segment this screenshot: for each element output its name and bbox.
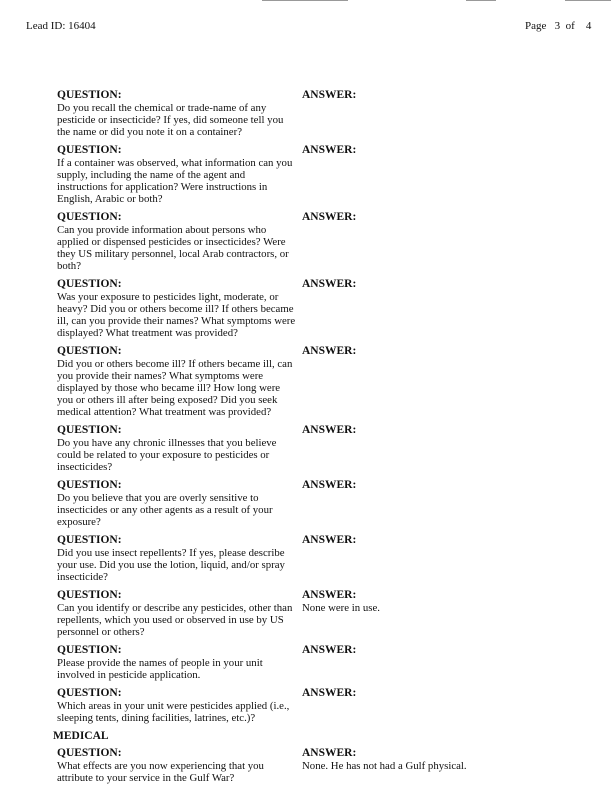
question-block — [57, 344, 297, 418]
question-label: QUESTION: — [57, 424, 122, 436]
question-text: Please provide the names of people in your unit involved in pesticide application. — [57, 657, 263, 681]
question-block — [57, 88, 297, 138]
question-text: Did you use insect repellents? If yes, please describe your use. Did you use the lotion, liquid, and/or spray insecticide? — [57, 547, 285, 583]
answer-block — [302, 88, 582, 138]
qa-item — [57, 588, 597, 638]
answer-label: ANSWER: — [302, 589, 357, 601]
question-label: QUESTION: — [57, 534, 122, 546]
answer-block — [302, 533, 582, 583]
lead-id: Lead ID: 16404 — [26, 20, 96, 32]
question-text: Can you identify or describe any pesticides, other than repellents, which you used or observed in use by US personnel or others? — [57, 602, 293, 638]
question-text: If a container was observed, what information can you supply, including the name of the agent and instructions for application? Were instructions in English, Arabic or both? — [57, 157, 293, 205]
answer-block — [302, 423, 582, 473]
answer-block — [302, 210, 582, 272]
question-text: Was your exposure to pesticides light, moderate, or heavy? Did you or others become ill? If others became ill, can you provide their names? What symptoms were displayed? What treatment was provided? — [57, 291, 296, 339]
question-text: Can you provide information about persons who applied or dispensed pesticides or insecticides? Were they US military personnel, local Arab contractors, or both? — [57, 224, 289, 272]
question-block — [57, 643, 297, 681]
answer-block — [302, 478, 582, 528]
page-label: Page — [525, 20, 547, 32]
answer-text: None were in use. — [302, 602, 380, 614]
answer-label: ANSWER: — [302, 424, 357, 436]
question-text: Do you recall the chemical or trade-name of any pesticide or insecticide? If yes, did someone tell you the name or did you note it on a container? — [57, 102, 284, 138]
qa-item — [57, 643, 597, 681]
question-block — [57, 143, 297, 205]
question-block — [57, 686, 297, 724]
qa-item — [57, 746, 597, 784]
qa-item — [57, 277, 597, 339]
qa-item — [57, 143, 597, 205]
section-heading-medical: MEDICAL — [53, 730, 109, 742]
question-label: QUESTION: — [57, 479, 122, 491]
qa-item — [57, 686, 597, 724]
qa-item — [57, 533, 597, 583]
answer-label: ANSWER: — [302, 479, 357, 491]
question-label: QUESTION: — [57, 687, 122, 699]
answer-label: ANSWER: — [302, 89, 357, 101]
question-block — [57, 423, 297, 473]
qa-item — [57, 210, 597, 272]
qa-list — [53, 88, 597, 789]
question-text: Did you or others become ill? If others became ill, can you provide their names? What symptoms were displayed by those who became ill? How long were you or others ill after being exposed? Did you seek medical attention? What treatment was provided? — [57, 358, 293, 418]
question-block — [57, 277, 297, 339]
answer-text: None. He has not had a Gulf physical. — [302, 760, 467, 772]
answer-label: ANSWER: — [302, 211, 357, 223]
question-label: QUESTION: — [57, 644, 122, 656]
qa-item — [57, 88, 597, 138]
page-total: 4 — [585, 20, 592, 32]
page-indicator — [525, 20, 591, 33]
answer-label: ANSWER: — [302, 345, 357, 357]
answer-block — [302, 344, 582, 418]
answer-label: ANSWER: — [302, 687, 357, 699]
question-label: QUESTION: — [57, 144, 122, 156]
scan-artifact — [565, 0, 611, 1]
question-block — [57, 210, 297, 272]
qa-item — [57, 344, 597, 418]
answer-label: ANSWER: — [302, 534, 357, 546]
answer-label: ANSWER: — [302, 144, 357, 156]
qa-item — [57, 423, 597, 473]
scan-artifact — [262, 0, 348, 1]
question-text: Do you believe that you are overly sensitive to insecticides or any other agents as a result of your exposure? — [57, 492, 273, 528]
page-number: 3 — [554, 20, 561, 32]
question-text: Which areas in your unit were pesticides applied (i.e., sleeping tents, dining facilities, latrines, etc.)? — [57, 700, 290, 724]
answer-block — [302, 143, 582, 205]
question-label: QUESTION: — [57, 278, 122, 290]
question-text: Do you have any chronic illnesses that you believe could be related to your exposure to pesticides or insecticides? — [57, 437, 277, 473]
answer-label: ANSWER: — [302, 278, 357, 290]
answer-label: ANSWER: — [302, 644, 357, 656]
question-label: QUESTION: — [57, 589, 122, 601]
answer-block — [302, 588, 582, 638]
answer-block — [302, 746, 582, 784]
question-block — [57, 588, 297, 638]
question-block — [57, 478, 297, 528]
answer-block — [302, 277, 582, 339]
question-label: QUESTION: — [57, 89, 122, 101]
of-label: of — [565, 20, 575, 32]
question-block — [57, 746, 297, 784]
question-label: QUESTION: — [57, 747, 122, 759]
answer-label: ANSWER: — [302, 747, 357, 759]
scan-artifact — [466, 0, 496, 1]
question-label: QUESTION: — [57, 211, 122, 223]
qa-item — [57, 478, 597, 528]
answer-block — [302, 643, 582, 681]
question-label: QUESTION: — [57, 345, 122, 357]
question-block — [57, 533, 297, 583]
question-text: What effects are you now experiencing that you attribute to your service in the Gulf War? — [57, 760, 264, 784]
answer-block — [302, 686, 582, 724]
